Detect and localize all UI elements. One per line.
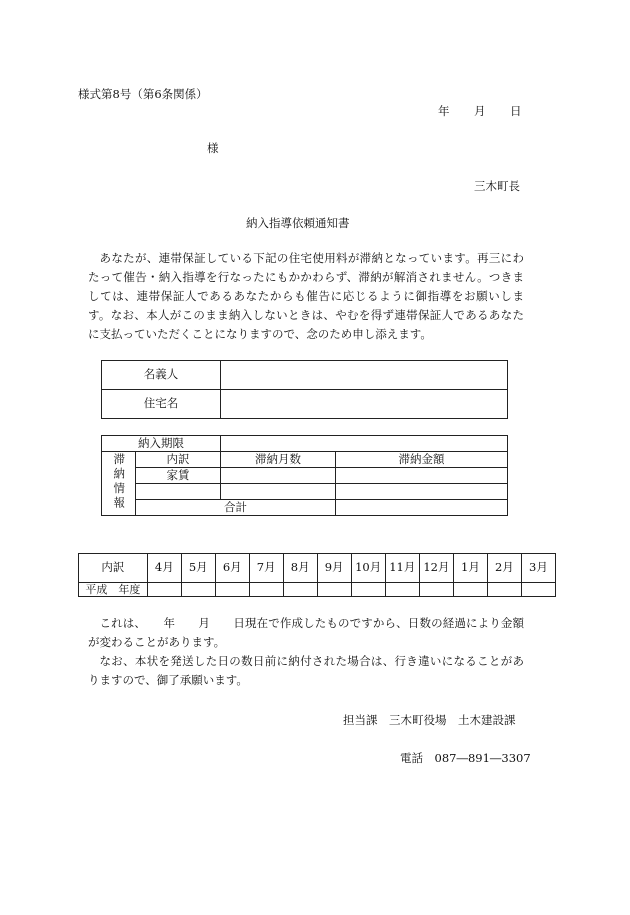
body-paragraph	[88, 249, 524, 344]
col-amount: 滞納金額	[336, 452, 508, 468]
deadline-value	[221, 436, 508, 452]
phone: 電話 087―891―3307	[400, 751, 531, 765]
col-breakdown: 内訳	[136, 452, 221, 468]
month-header: 10月	[351, 554, 385, 583]
month-header: 8月	[283, 554, 317, 583]
month-header: 6月	[215, 554, 249, 583]
arrears-side-label: 滞納情報	[112, 453, 127, 512]
total-label: 合計	[136, 500, 336, 516]
month-value-cell	[419, 583, 453, 597]
month-value-cell	[453, 583, 487, 597]
footer-notes	[88, 614, 524, 690]
recipient-suffix: 様	[207, 141, 219, 155]
rent-amount	[336, 468, 508, 484]
arrears-table	[101, 435, 508, 516]
month-value-cell	[487, 583, 521, 597]
date-month-label: 月	[474, 104, 486, 118]
deadline-label: 納入期限	[102, 436, 221, 452]
month-header: 2月	[487, 554, 521, 583]
month-header: 3月	[521, 554, 555, 583]
month-value-cell	[215, 583, 249, 597]
department: 担当課 三木町役場 土木建設課	[343, 713, 516, 727]
month-header: 11月	[385, 554, 419, 583]
housing-value	[221, 390, 508, 419]
month-value-cell	[283, 583, 317, 597]
monthly-header-label: 内訳	[79, 554, 148, 583]
housing-label: 住宅名	[102, 390, 221, 419]
blank-cell	[136, 484, 221, 500]
footer-note-1: これは、 年 月 日現在で作成したものですから、日数の経過により金額が変わることがあります。	[88, 616, 524, 649]
col-months: 滞納月数	[221, 452, 336, 468]
arrears-side-label-cell	[102, 452, 136, 516]
info-table	[101, 360, 508, 419]
rent-months	[221, 468, 336, 484]
month-value-cell	[385, 583, 419, 597]
month-header: 1月	[453, 554, 487, 583]
month-value-cell	[249, 583, 283, 597]
month-header: 12月	[419, 554, 453, 583]
total-amount	[336, 500, 508, 516]
blank-cell	[221, 484, 336, 500]
rent-label: 家賃	[136, 468, 221, 484]
month-header: 9月	[317, 554, 351, 583]
footer-note-2: なお、本状を発送した日の数日前に納付された場合は、行き違いになることがありますので、御了承願います。	[88, 654, 524, 687]
month-value-cell	[521, 583, 555, 597]
document-title: 納入指導依頼通知書	[246, 216, 350, 230]
month-value-cell	[351, 583, 385, 597]
sender-name: 三木町長	[474, 179, 520, 193]
form-number: 様式第8号（第6条関係）	[78, 87, 208, 101]
month-value-cell	[181, 583, 215, 597]
body-text: あなたが、連帯保証している下記の住宅使用料が滞納となっています。再三にわたって催告・納入指導を行なったにもかかわらず、滞納が解消されません。つきましては、連帯保証人であるあなたからも催告に応じるように御指導をお願いします。なお、本人がこのまま納入しないときは、やむを得ず連帯保証人であるあなたに支払っていただくことになりますので、念のため申し添えます。	[88, 251, 524, 341]
monthly-table	[78, 553, 556, 597]
month-header: 4月	[147, 554, 181, 583]
blank-cell	[336, 484, 508, 500]
month-value-cell	[147, 583, 181, 597]
month-header: 7月	[249, 554, 283, 583]
month-value-cell	[317, 583, 351, 597]
holder-value	[221, 361, 508, 390]
date-year-label: 年	[438, 104, 450, 118]
month-header: 5月	[181, 554, 215, 583]
date-day-label: 日	[510, 104, 522, 118]
fiscal-year-label: 平成 年度	[79, 583, 148, 597]
holder-label: 名義人	[102, 361, 221, 390]
